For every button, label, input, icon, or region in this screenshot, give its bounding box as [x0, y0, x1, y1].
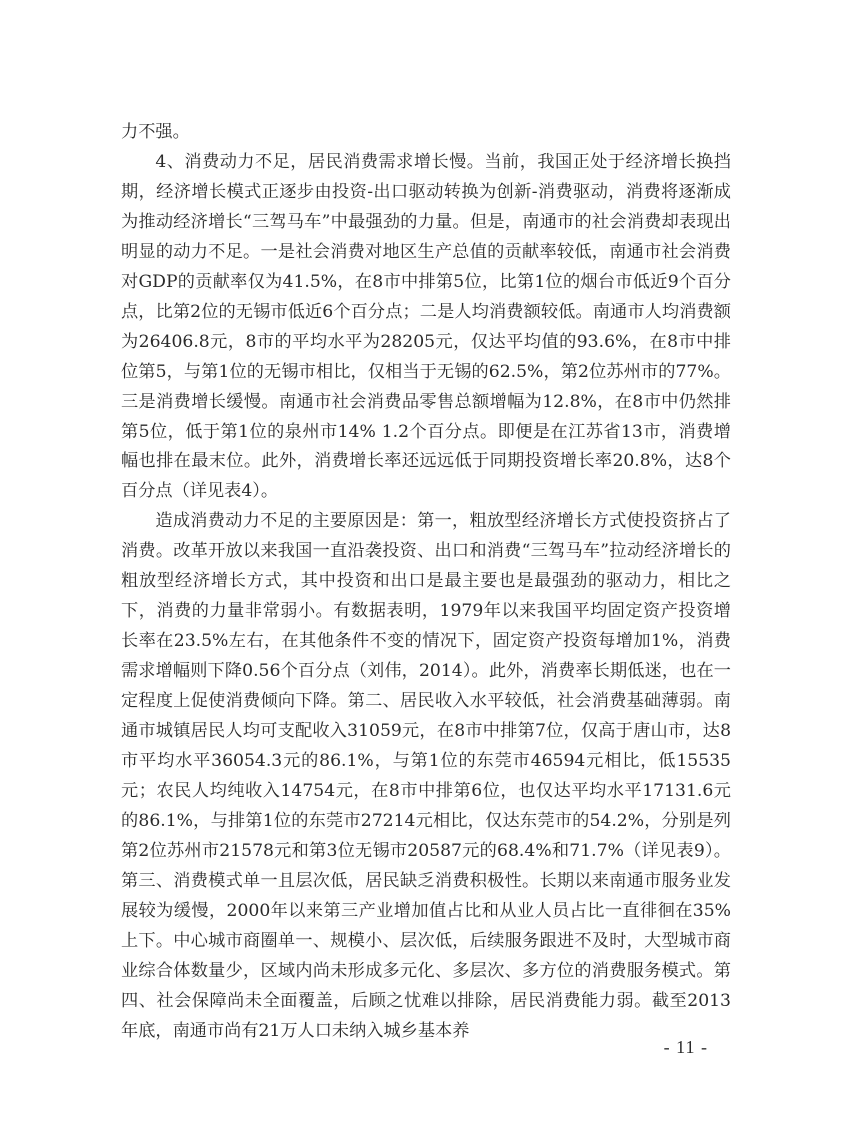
paragraph-consumption-momentum: 4、消费动力不足，居民消费需求增长慢。当前，我国正处于经济增长换挡期，经济增长模式正逐步由投资-出口驱动转换为创新-消费驱动，消费将逐渐成为推动经济增长“三驾马车”中最强劲的力量。但是，南通市的社会消费却表现出明显的动力不足。一是社会消费对地区生产总值的贡献率较低，南通市社会消费对GDP的贡献率仅为41.5%，在8市中排第5位，比第1位的烟台市低近9个百分点，比第2位的无锡市低近6个百分点；二是人均消费额较低。南通市人均消费额为26406.8元，8市的平均水平为28205元，仅达平均值的93.6%，在8市中排位第5，与第1位的无锡市相比，仅相当于无锡的62.5%，第2位苏州市的77%。三是消费增长缓慢。南通市社会消费品零售总额增幅为12.8%，在8市中仍然排第5位，低于第1位的泉州市14% 1.2个百分点。即便是在江苏省13市，消费增幅也排在最末位。此外，消费增长率还远远低于同期投资增长率20.8%，达8个百分点（详见表4）。: [121, 151, 731, 502]
paragraph-main-causes: 造成消费动力不足的主要原因是：第一，粗放型经济增长方式使投资挤占了消费。改革开放以来我国一直沿袭投资、出口和消费“三驾马车”拉动经济增长的粗放型经济增长方式，其中投资和出口是最主要也是最强劲的驱动力，相比之下，消费的力量非常弱小。有数据表明，1979年以来我国平均固定资产投资增长率在23.5%左右，在其他条件不变的情况下，固定资产投资每增加1%，消费需求增幅则下降0.56个百分点（刘伟，2014）。此外，消费率长期低迷，也在一定程度上促使消费倾向下降。第二、居民收入水平较低，社会消费基础薄弱。南通市城镇居民人均可支配收入31059元，在8市中排第7位，仅高于唐山市，达8市平均水平36054.3元的86.1%，与第1位的东莞市46594元相比，低15535元；农民人均纯收入14754元，在8市中排第6位，也仅达平均水平17131.6元的86.1%，与排第1位的东莞市27214元相比，仅达东莞市的54.2%，分别是列第2位苏州市21578元和第3位无锡市20587元的68.4%和71.7%（详见表9）。第三、消费模式单一且层次低，居民缺乏消费积极性。长期以来南通市服务业发展较为缓慢，2000年以来第三产业增加值占比和从业人员占比一直徘徊在35%上下。中心城市商圈单一、规模小、层次低，后续服务跟进不及时，大型城市商业综合体数量少，区域内尚未形成多元化、多层次、多方位的消费服务模式。第四、社会保障尚未全面覆盖，后顾之忧难以排除，居民消费能力弱。截至2013年底，南通市尚有21万人口未纳入城乡基本养: [121, 511, 731, 1041]
paragraph-continuation: 力不强。: [121, 122, 190, 142]
page-number: - 11 -: [663, 1037, 708, 1057]
body-text: [121, 118, 731, 1047]
